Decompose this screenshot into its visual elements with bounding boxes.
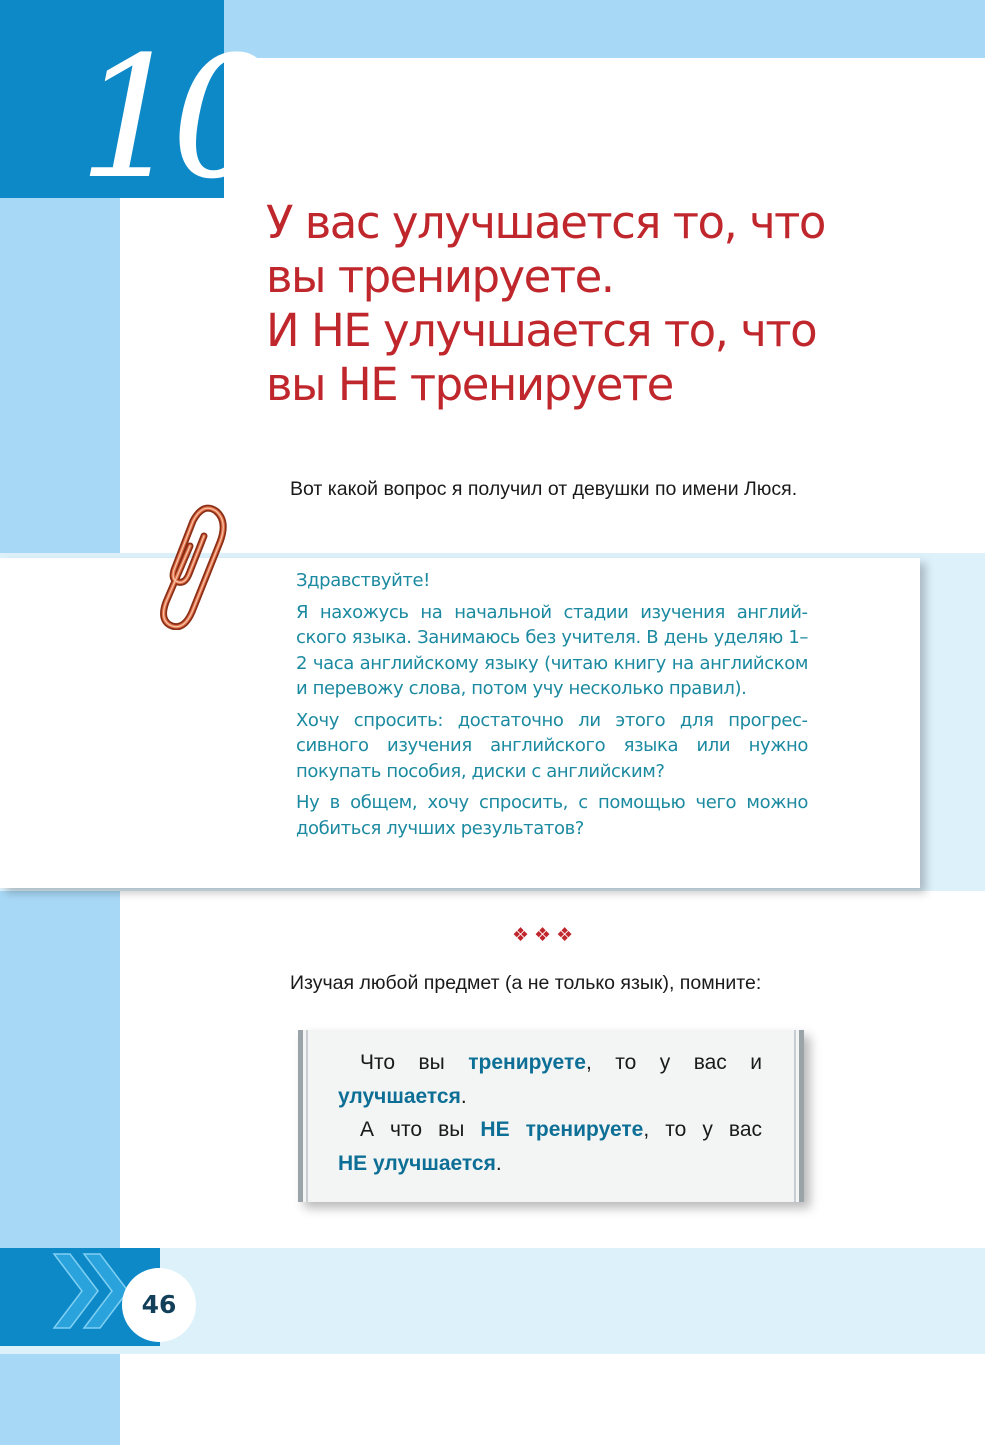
rule-highlight: тренируете	[468, 1051, 586, 1074]
rule-text-part: А что вы	[360, 1118, 481, 1141]
rule-text-part: , то у вас и	[585, 1051, 762, 1074]
letter-paragraph: Хочу спросить: достаточно ли этого для прогрессивного изучения английского языка или нужно покупать пособия, диски с английским?	[296, 709, 808, 782]
chapter-number: 10	[78, 20, 264, 216]
rule-line	[338, 1080, 762, 1114]
letter-text	[296, 568, 808, 847]
page-number: 46	[141, 1290, 177, 1319]
rule-box-left-line	[306, 1030, 308, 1202]
rule-box-right-line	[794, 1030, 796, 1202]
chapter-title-line: вы тренируете.	[266, 250, 614, 303]
rule-text-part: .	[495, 1151, 502, 1175]
remember-paragraph: Изучая любой предмет (а не только язык), помните:	[290, 972, 762, 994]
section-divider: ❖❖❖	[512, 924, 579, 946]
rule-line	[338, 1113, 762, 1147]
rule-line	[338, 1147, 762, 1181]
chapter-title-line: вы НЕ тренируете	[266, 358, 673, 411]
paperclip-icon	[146, 490, 228, 630]
chapter-title-line: И НЕ улучшается то, что	[266, 304, 817, 357]
chapter-title-line: У вас улучшается то, что	[266, 196, 825, 249]
letter-greeting: Здравствуйте!	[296, 570, 430, 591]
letter-paragraph: Ну в общем, хочу спросить, с помощью чего можно добиться лучших результатов?	[296, 792, 808, 839]
letter-paragraph: Я нахожусь на начальной стадии изучения английского языка. Занимаюсь без учителя. В день уделяю 1–2 часа английскому языку (читаю книгу на английском и перевожу слова, потом учу несколько правил).	[296, 601, 808, 699]
rule-highlight: НЕ улучшается	[338, 1151, 496, 1175]
chapter-title	[266, 196, 886, 412]
rule-text-part: , то у вас	[643, 1118, 763, 1141]
rule-text	[338, 1046, 762, 1180]
rule-highlight: улучшается	[338, 1084, 461, 1108]
rule-line	[338, 1046, 762, 1080]
rule-text-part: .	[460, 1084, 467, 1108]
rule-highlight: НЕ тренируете	[480, 1118, 644, 1141]
intro-paragraph: Вот какой вопрос я получил от девушки по имени Люся.	[290, 478, 798, 500]
rule-text-part: Что вы	[360, 1051, 469, 1074]
